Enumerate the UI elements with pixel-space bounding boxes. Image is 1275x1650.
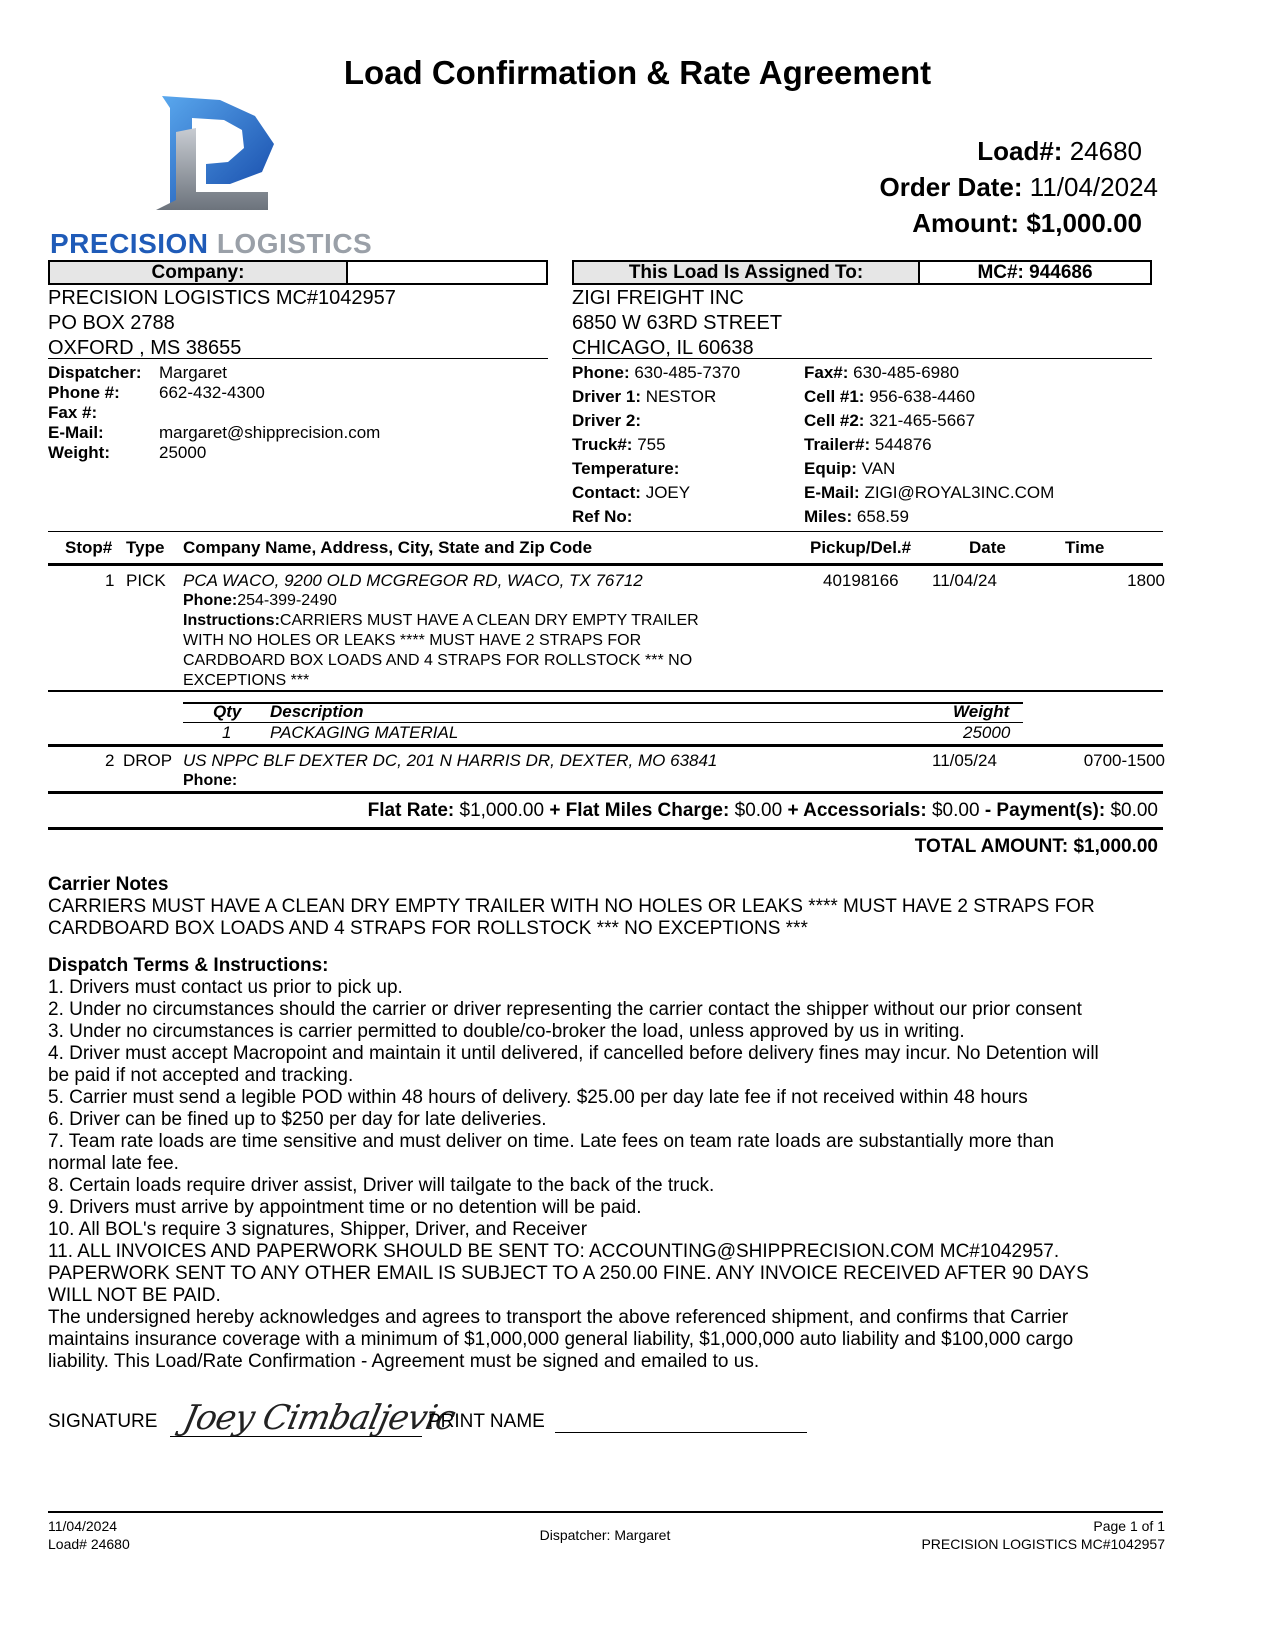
carrier-line: ZIGI FREIGHT INC	[572, 287, 744, 309]
load-number: Load#: 24680	[977, 136, 1142, 166]
logo-word-2: LOGISTICS	[216, 228, 373, 259]
flat-rate: $1,000.00	[459, 800, 545, 821]
carrier-field: Phone: 630-485-7370	[572, 363, 741, 382]
signature-field[interactable]	[170, 1398, 459, 1438]
stop-number: 1	[105, 571, 115, 590]
signature-label: SIGNATURE	[48, 1411, 158, 1432]
company-line: OXFORD , MS 38655	[48, 337, 242, 359]
footer-company: PRECISION LOGISTICS MC#1042957	[921, 1536, 1165, 1552]
terms-line: 3. Under no circumstances is carrier permitted to double/co-broker the load, unless approved by us in writing.	[48, 1021, 965, 1042]
amount: Amount: $1,000.00	[912, 208, 1142, 238]
terms-line: be paid if not accepted and tracking.	[48, 1065, 354, 1086]
stop-rule	[48, 690, 1163, 692]
carrier-line: 6850 W 63RD STREET	[572, 312, 783, 334]
company-header-label: Company:	[48, 260, 348, 285]
item-description: PACKAGING MATERIAL	[270, 723, 459, 742]
company-address	[48, 286, 396, 361]
stop-time: 1800	[1127, 571, 1165, 590]
terms-line: 4. Driver must accept Macropoint and maintain it until delivered, if cancelled before delivery fines may incur. No Detention will	[48, 1043, 1099, 1064]
terms-line: 10. All BOL's require 3 signatures, Shipper, Driver, and Receiver	[48, 1219, 588, 1240]
company-field-dispatcher: Dispatcher: Margaret	[48, 363, 228, 382]
terms-line: 2. Under no circumstances should the carrier or driver representing the carrier contact the shipper without our prior consent	[48, 999, 1082, 1020]
stops-header	[0, 538, 1275, 560]
terms-line: maintains insurance coverage with a minimum of $1,000,000 general liability, $1,000,000 auto liability and $100,000 cargo	[48, 1329, 1074, 1350]
payments: $0.00	[1110, 800, 1158, 821]
stop-instruction-line: CARDBOARD BOX LOADS AND 4 STRAPS FOR ROLLSTOCK *** NO	[183, 652, 693, 669]
terms-line: PAPERWORK SENT TO ANY OTHER EMAIL IS SUBJECT TO A 250.00 FINE. ANY INVOICE RECEIVED AFTER 90 DAYS	[48, 1263, 1089, 1284]
terms-line: 5. Carrier must send a legible POD within 48 hours of delivery. $25.00 per day late fee if not received within 48 hours	[48, 1087, 1028, 1108]
company-line: PRECISION LOGISTICS MC#1042957	[48, 287, 396, 309]
items-col-qty: Qty	[213, 702, 242, 721]
items-col-weight: Weight	[953, 702, 1010, 721]
terms-line: 11. ALL INVOICES AND PAPERWORK SHOULD BE SENT TO: ACCOUNTING@SHIPPRECISION.COM MC#1042957.	[48, 1241, 1060, 1262]
dispatch-terms	[48, 955, 1228, 1373]
stop-date: 11/04/24	[932, 571, 997, 590]
accessorials: $0.00	[931, 800, 980, 821]
carrier-field: Contact: JOEY	[572, 483, 691, 502]
terms-line: liability. This Load/Rate Confirmation - Agreement must be signed and emailed to us.	[48, 1351, 760, 1372]
footer-rule	[48, 1511, 1163, 1513]
carrier-mc: MC#: 944686	[918, 260, 1152, 285]
stop-time: 0700-1500	[1083, 751, 1165, 770]
carrier-field: Temperature:	[572, 459, 680, 478]
carrier-field: Driver 2:	[572, 411, 641, 430]
company-field-fax: Fax #:	[48, 403, 98, 422]
footer-dispatcher: Dispatcher: Margaret	[539, 1527, 671, 1543]
carrier-left-fields	[572, 361, 802, 529]
carrier-field: Driver 1: NESTOR	[572, 387, 717, 406]
stop-pickup-number: 40198166	[823, 571, 899, 590]
order-date: Order Date: 11/04/2024	[879, 172, 1158, 202]
item-weight: 25000	[963, 723, 1011, 742]
print-name-label: PRINT NAME	[428, 1411, 545, 1432]
stop-number: 2	[105, 751, 115, 770]
company-fields	[48, 363, 548, 463]
document-title: Load Confirmation & Rate Agreement	[343, 54, 932, 91]
terms-line: WILL NOT BE PAID.	[48, 1285, 221, 1306]
carrier-right-fields	[804, 361, 1154, 529]
total-amount: TOTAL AMOUNT: $1,000.00	[914, 836, 1158, 857]
col-pickup: Pickup/Del.#	[810, 538, 912, 557]
company-field-weight: Weight: 25000	[48, 443, 207, 462]
carrier-notes-heading: Carrier Notes	[48, 874, 169, 895]
logo-mark-icon	[150, 96, 290, 226]
carrier-divider	[572, 358, 1152, 359]
terms-line: 9. Drivers must arrive by appointment time or no detention will be paid.	[48, 1197, 642, 1218]
col-date: Date	[969, 538, 1006, 557]
carrier-notes-line: CARRIERS MUST HAVE A CLEAN DRY EMPTY TRAILER WITH NO HOLES OR LEAKS **** MUST HAVE 2 STRAPS FOR	[48, 896, 1095, 917]
company-field-email: E-Mail: margaret@shipprecision.com	[48, 423, 381, 442]
stop-address: PCA WACO, 9200 OLD MCGREGOR RD, WACO, TX 76712	[183, 571, 643, 590]
company-field-phone: Phone #: 662-432-4300	[48, 383, 265, 402]
carrier-field: Cell #1: 956-638-4460	[804, 387, 976, 406]
col-stop: Stop#	[65, 538, 113, 557]
stop-phone: Phone:	[183, 772, 238, 789]
stop-date: 11/05/24	[932, 751, 997, 770]
carrier-field: E-Mail: ZIGI@ROYAL3INC.COM	[804, 483, 1055, 502]
carrier-field: Ref No:	[572, 507, 633, 526]
print-name-field[interactable]	[555, 1408, 807, 1433]
items-bottom-rule	[48, 744, 1163, 747]
terms-line: 8. Certain loads require driver assist, Driver will tailgate to the back of the truck.	[48, 1175, 715, 1196]
footer-right	[921, 1517, 1165, 1553]
items-col-description: Description	[270, 702, 364, 721]
carrier-field: Truck#: 755	[572, 435, 666, 454]
terms-heading: Dispatch Terms & Instructions:	[48, 955, 329, 976]
carrier-field: Trailer#: 544876	[804, 435, 932, 454]
col-type: Type	[126, 538, 165, 557]
stop-rule	[48, 791, 1163, 794]
company-line: PO BOX 2788	[48, 312, 175, 334]
company-divider	[48, 358, 548, 359]
stop-instructions: Instructions:CARRIERS MUST HAVE A CLEAN DRY EMPTY TRAILER	[183, 612, 699, 629]
stop-type: PICK	[126, 571, 166, 590]
stop-instruction-line: WITH NO HOLES OR LEAKS **** MUST HAVE 2 STRAPS FOR	[183, 632, 642, 649]
carrier-header	[572, 260, 1152, 285]
section-divider	[48, 531, 1163, 532]
col-company: Company Name, Address, City, State and Zip Code	[183, 538, 593, 557]
item-qty: 1	[222, 723, 232, 742]
rates-rule	[48, 827, 1163, 830]
carrier-field: Miles: 658.59	[804, 507, 909, 526]
stop-instruction-line: EXCEPTIONS ***	[183, 672, 310, 689]
stop-details	[183, 591, 803, 691]
terms-line: normal late fee.	[48, 1153, 179, 1174]
logo-word-1: PRECISION	[50, 228, 209, 259]
carrier-field: Fax#: 630-485-6980	[804, 363, 960, 382]
company-logo	[150, 96, 290, 226]
miles-charge: $0.00	[734, 800, 783, 821]
carrier-notes	[48, 874, 1218, 940]
col-time: Time	[1065, 538, 1105, 557]
carrier-field: Cell #2: 321-465-5667	[804, 411, 976, 430]
footer-page: Page 1 of 1	[1093, 1518, 1165, 1534]
company-header-blank	[346, 260, 548, 285]
terms-line: 7. Team rate loads are time sensitive and must deliver on time. Late fees on team rate loads are substantially more than	[48, 1131, 1055, 1152]
stops-header-rule	[48, 563, 1163, 566]
stop-address: US NPPC BLF DEXTER DC, 201 N HARRIS DR, DEXTER, MO 63841	[183, 751, 718, 770]
carrier-line: CHICAGO, IL 60638	[572, 337, 754, 359]
carrier-address	[572, 286, 782, 361]
footer-date: 11/04/2024	[48, 1518, 118, 1534]
logo-wordmark	[50, 228, 372, 260]
carrier-header-label: This Load Is Assigned To:	[572, 260, 920, 285]
terms-line: 1. Drivers must contact us prior to pick up.	[48, 977, 403, 998]
carrier-field: Equip: VAN	[804, 459, 896, 478]
footer-load: Load# 24680	[48, 1536, 130, 1552]
rates-row: Flat Rate: $1,000.00 + Flat Miles Charge: $0.00 + Accessorials: $0.00 - Payment(s): $0.00	[367, 800, 1158, 821]
stop-phone: Phone:254-399-2490	[183, 592, 337, 609]
stop-type: DROP	[123, 751, 173, 770]
terms-line: 6. Driver can be fined up to $250 per day for late deliveries.	[48, 1109, 547, 1130]
carrier-notes-line: CARDBOARD BOX LOADS AND 4 STRAPS FOR ROLLSTOCK *** NO EXCEPTIONS ***	[48, 918, 808, 939]
company-header	[48, 260, 548, 285]
terms-line: The undersigned hereby acknowledges and agrees to transport the above referenced shipment, and confirms that Carrier	[48, 1307, 1069, 1328]
signature-handwriting: Joey Cimbaljevic	[179, 1398, 459, 1438]
